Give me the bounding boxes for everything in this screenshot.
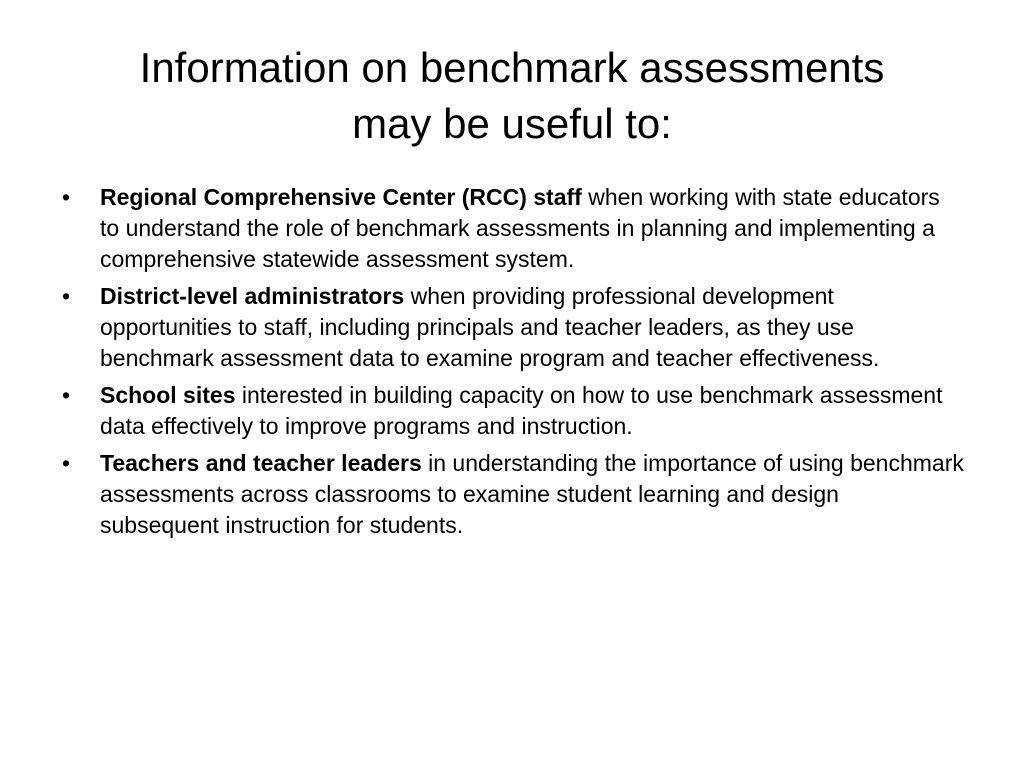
bullet-icon: •	[62, 382, 71, 408]
bullet-icon: •	[62, 450, 71, 476]
title-line-2: may be useful to:	[352, 100, 672, 147]
bullet-body-text: in understanding the importance of using benchmark assessments across classrooms to examine student learning and design subsequent instruction for students.	[100, 450, 964, 538]
bullet-bold-text: Teachers and teacher leaders	[100, 450, 422, 476]
bullet-body-text: interested in building capacity on how to use benchmark assessment data effectively to improve programs and instruction.	[100, 382, 943, 439]
slide-title	[80, 40, 944, 152]
bullet-item-school-sites	[60, 380, 964, 442]
bullet-item-district-administrators	[60, 281, 964, 374]
bullet-item-teachers	[60, 448, 964, 541]
bullet-list	[60, 182, 964, 547]
bullet-icon: •	[62, 184, 71, 210]
bullet-bold-text: Regional Comprehensive Center (RCC) staff	[100, 184, 582, 210]
bullet-body-text: when working with state educators to understand the role of benchmark assessments in planning and implementing a comprehensive statewide assessment system.	[100, 184, 940, 272]
bullet-bold-text: District-level administrators	[100, 283, 405, 309]
bullet-icon: •	[62, 283, 71, 309]
bullet-item-rcc-staff	[60, 182, 964, 275]
bullet-body-text: when providing professional development opportunities to staff, including principals and teacher leaders, as they use benchmark assessment data to examine program and teacher effectiveness.	[100, 283, 880, 371]
title-line-1: Information on benchmark assessments	[139, 44, 885, 91]
bullet-bold-text: School sites	[100, 382, 236, 408]
